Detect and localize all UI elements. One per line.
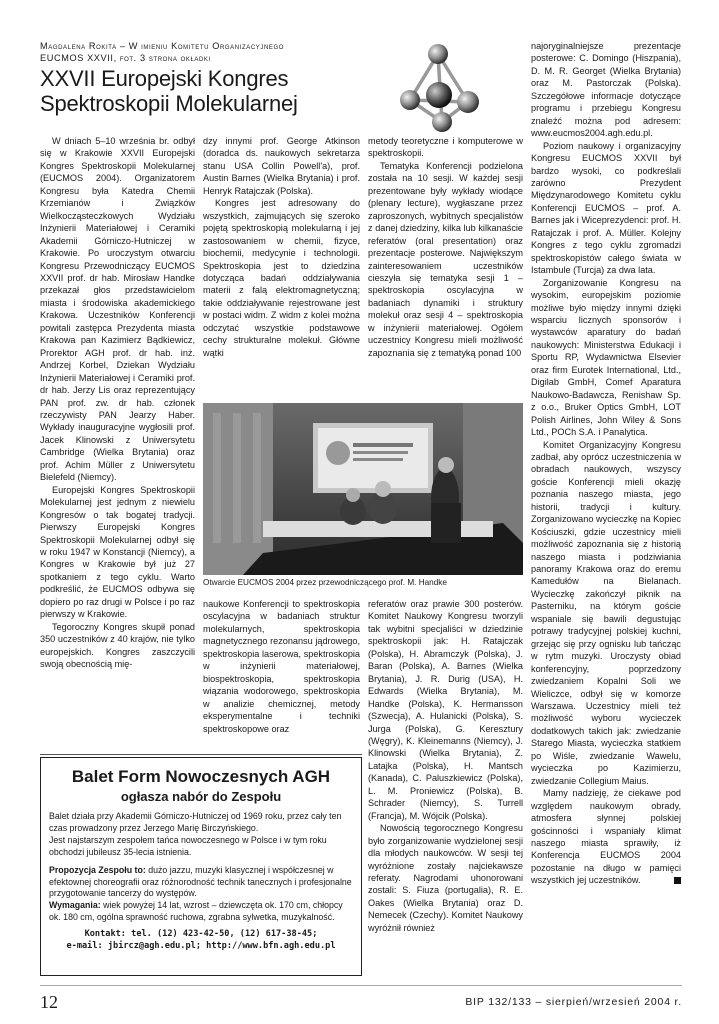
byline (40, 40, 380, 64)
announcement-paragraph: Jest najstarszym zespołem tańca nowoczesnego w Polsce i w tym roku obchodzi jubileusz 35-lecia istnienia. (49, 834, 327, 857)
article-title-line-1: XXVII Europejski Kongres (40, 66, 289, 91)
conference-photo-illustration (203, 403, 523, 575)
photo-caption: Otwarcie EUCMOS 2004 przez przewodniczącego prof. M. Handke (203, 578, 447, 587)
requirements-label: Wymagania: (49, 900, 101, 911)
proposal-text: dużo jazzu, muzyki klasycznej i współczesnej w efektownej choreografii oraz różnorodność technik tanecznych i profesjonalne przygotowanie tancerzy do występów. (49, 864, 352, 899)
article-column-4 (531, 40, 681, 887)
contact-email-web[interactable]: e-mail: jbircz@agh.edu.pl; http://www.bfn.agh.edu.pl (66, 941, 336, 952)
requirements-text: wiek powyżej 14 lat, wzrost – dziewczęta ok. 170 cm, chłopcy ok. 180 cm, ogólna sprawność ruchowa, zgrabna sylwetka, muzykalność. (49, 900, 343, 923)
announcement-proposal (49, 865, 353, 901)
ballet-announcement-box (40, 757, 362, 976)
paragraph: W dniach 5–10 września br. odbył się w Krakowie XXVII Europejski Kongres Spektroskopii Molekularnej (EUCMOS 2004). Organizatorem Kongresu była Katedra Chemii Krzemianów i Związków Wielkocząsteczkowych Wydziału Inżynierii Materiałowej i Ceramiki Akademii Górniczo-Hutniczej w Krakowie. Po uroczystym otwarciu Kongresu Przewodniczący EUCMOS XXVII prof. dr hab. Mirosław Handke przekazał głos przedstawicielom miasta i środowiska akademickiego Krakowa. Uczestników Konferencji powitali zastępca Prezydenta miasta Krakowa pan Kazimierz Bądkiewicz, Prorektor AGH prof. dr hab. inż. Andrzej Korbel, Dziekan Wydziału Inżynierii Materiałowej i Ceramiki prof. dr hab. Jerzy Lis oraz reprezentujący PAN prof. zw. dr hab. członek rzeczywisty PAN Jearzy Haber. Wykłady inauguracyjne wygłosili prof. Jacek Klinowski z Uniwersytetu Cambridge (Wielka Brytania) oraz prof. Achim Müller z Uniwersytetu Bielefeld (Niemcy). (40, 136, 195, 483)
paragraph: Tematyka Konferencji podzielona została na 10 sesji. W każdej sesji prezentowane były wykłady wiodące (plenary lecture), wygłaszane przez zaproszonych, wybitnych specjalistów z danej dziedziny, kilka lub kilkanaście referatów (oral presentation) oraz prezentacje posterowe. Największym zainteresowaniem uczestników cieszyła się tematyka sesji 1 – spektroskopia oscylacyjna w badaniach dynamiki i struktury molekuł oraz sesji 4 – spektroskopia w inżynierii materiałowej. Ogółem uczestnicy Kongresu mieli możliwość zapoznania się z tematyką ponad 100 (368, 160, 523, 358)
paragraph: Zorganizowanie Kongresu na wysokim, europejskim poziomie możliwe było między innymi dzięki wsparciu licznych sponsorów i wystawców aparatury do badań naukowych: Ministerstwa Edukacji i Sportu RP, Wydawnictwa Elsevier oraz firm Eurotek International, Ltd., Digilab GmbH, Comef Aparatura Naukowo-Badawcza, Renishaw Sp. z o.o., Bruker Optics GmbH, LOT Polish Airlines, John Wiley & Sons Ltd., POCh S.A. i Panalytica. (531, 277, 681, 438)
paragraph: Komitet Organizacyjny Kongresu zadbał, aby oprócz uczestniczenia w obradach naukowych, wszyscy goście Konferencji mieli okazję poznania naszego miasta, jego historii, tradycji i kultury. Zorganizowano wycieczkę na Kopiec Kościuszki, gdzie uczestnicy mieli możliwość zapoznania się z historią naszego miasta i podziwiania panoramy Krakowa oraz do eremu Kamedułów na Bielanach. Wycieczkę zakończył piknik na Pasterniku, na którym goście wspaniale się bawili degustując potrawy tradycyjnej polskiej kuchni, grzejąc się przy ognisku lub tańcząc w rytm muzyki. Uroczysty obiad konferencyjny, poprzedzony zwiedzaniem Kopalni Soli we Wieliczce, odbył się w komorze Warszawa. Uczestnicy mieli też możliwość wyboru wycieczek dodatkowych takich jak: zwiedzanie Starego Miasta, wycieczka statkiem po Wiśle, zwiedzanie Wawelu, wycieczka po Kazimierzu, zwiedzanie Collegium Maius. (531, 439, 681, 786)
divider (40, 754, 362, 755)
paragraph: Nowością tegorocznego Kongresu było zorganizowanie wydzielonej sesji dla młodych naukowców. W sesji tej wyróżnione zostały najciekawsze referaty. Nagrodami uhonorowani zostali: S. Fiuza (portugalia), R. E. Oakes (Wielka Brytania) oraz D. Nemecek (Czechy). Komitet Naukowy wyróżnił również (368, 823, 523, 933)
proposal-label: Propozycja Zespołu to: (49, 864, 146, 875)
contact-phone: Kontakt: tel. (12) 423-42-50, (12) 617-38-45; (84, 929, 318, 940)
article-title-line-2: Spektroskopii Molekularnej (40, 91, 298, 116)
announcement-subtitle: ogłasza nabór do Zespołu (120, 789, 282, 804)
paragraph: najoryginalniejsze prezentacje posterowe: C. Domingo (Hiszpania), D. M. R. Georget (Wielka Brytania) oraz M. Pastorczak (Polska). Szczegółowe informacje dotyczące programu i przebiegu Kongresu znaleźć można pod adresem: www.eucmos2004.agh.edu.pl. (531, 41, 681, 139)
paragraph: Kongres jest adresowany do wszystkich, zajmujących się szeroko pojętą spektroskopią molekularną i jej zastosowaniem w chemii, fizyce, biochemii, medycynie i technologii. Spektroskopia jest to dziedzina dotycząca badań oddziaływania materii z falą elektromagnetyczną; takie oddziaływanie rejestrowane jest w postaci widm. Z widm z kolei można odczytać wszystkie podstawowe cechy strukturalne molekuł. Główne wątki (203, 198, 360, 358)
paragraph: Europejski Kongres Spektroskopii Molekularnej jest jednym z niewielu Kongresów o tak bogatej tradycji. Pierwszy Europejski Kongres Spektroskopii Molekularnej odbył się w roku 1947 w Konstancji (Niemcy), a Kongres w Krakowie był już 27 spotkaniem z tego cyklu. Warto podkreślić, że EUCMOS odbywa się dopiero po raz drugi w Polsce i po raz pierwszy w Krakowie. (40, 484, 195, 620)
paragraph: metody teoretyczne i komputerowe w spektroskopii. (368, 136, 523, 159)
paragraph: dzy innymi prof. George Atkinson (doradca ds. naukowych sekretarza stanu USA Collin Powell'a), prof. Austin Barnes (Wielka Brytania) i prof. Henryk Ratajczak (Polska). (203, 136, 360, 196)
paragraph: Poziom naukowy i organizacyjny Kongresu EUCMOS XXVII był bardzo wysoki, co podkreślali zarówno Prezydent Międzynarodowego Komitetu cyklu Konferencji EUCMOS – prof. A. Barnes jak i Wiceprezydenci: prof. H. Ratajczak i prof. A. Müller. Kolejny Kongres z tego cyklu zgromadzi spektroskopistów całego świata w Istambule (Turcja) za dwa lata. (531, 140, 681, 276)
announcement-title: Balet Form Nowoczesnych AGH (71, 767, 331, 786)
announcement-paragraph: Balet działa przy Akademii Górniczo-Hutniczej od 1969 roku, przez cały ten czas prowadzony przez Jerzego Marię Birczyńskiego. (49, 811, 342, 833)
molecule-illustration (380, 40, 500, 140)
footer-rule (40, 985, 682, 986)
paragraph-final (531, 787, 681, 887)
paragraph: referatów oraz prawie 300 posterów. Komitet Naukowy Kongresu tworzyli tak wybitni specjaliści w dziedzinie spektroskopii jak: H. Ratajczak (Polska), H. Abramczyk (Polska), J. Baran (Polska), A. Barnes (Wielka Brytania), J. R. Durig (USA), H. Edwards (Wielka Brytania), M. Handke (Polska), K. Hermansson (Szwecja), A. Hulanicki (Polska), S. Jurga (Polska), G. Keresztury (Węgry), K. Kleinemanns (Niemcy), J. Klinowski (Wielka Brytania), Z. Latajka (Polska), H. Mantsch (Kanada), C. Paluszkiewicz (Polska), L. M. Proniewicz (Polska), B. Schrader (Niemcy), S. Turrell (Francja), M. Wójcik (Polska). (368, 599, 523, 821)
issue-info: BIP 132/133 – sierpień/wrzesień 2004 r. (465, 996, 682, 1008)
article-column-3 (368, 135, 523, 359)
article-column-2 (203, 135, 360, 359)
page-number: 12 (40, 992, 58, 1012)
article-column-1 (40, 135, 195, 670)
paragraph: Tegoroczny Kongres skupił ponad 350 uczestników z 40 krajów, nie tylko europejskich. Kongres zaszczycili swoją obecnością mię- (40, 621, 195, 670)
article-column-3-continued (368, 598, 523, 934)
conference-photo (203, 403, 523, 575)
byline-line-2: EUCMOS XXVII, fot. 3 strona okładki (40, 53, 211, 63)
article-title (40, 66, 380, 116)
end-of-article-mark (674, 877, 681, 884)
byline-line-1: Magdalena Rokita – W imieniu Komitetu Organizacyjnego (40, 41, 285, 51)
paragraph: naukowe Konferencji to spektroskopia oscylacyjna w badaniach struktur molekularnych, spektroskopia magnetycznego rezonansu jądrowego, spektroskopia laserowa, spektroskopia w inżynierii materiałowej, biospektroskopia, spektroskopia wiązania wodorowego, spektroskopia w analizie chemicznej, metody eksperymentalne i techniki spektroskopowe oraz (203, 599, 360, 734)
paragraph-text: Mamy nadzieję, że ciekawe pod względem naukowym obrady, atmosfera słynnej polskiej gościnności i wspaniały klimat naszego miasta sprawiły, iż Konferencja EUCMOS 2004 pozostanie na długo w pamięci wszystkich jej uczestników. (531, 788, 681, 886)
announcement-requirements (49, 900, 353, 924)
article-column-2-continued (203, 598, 360, 735)
